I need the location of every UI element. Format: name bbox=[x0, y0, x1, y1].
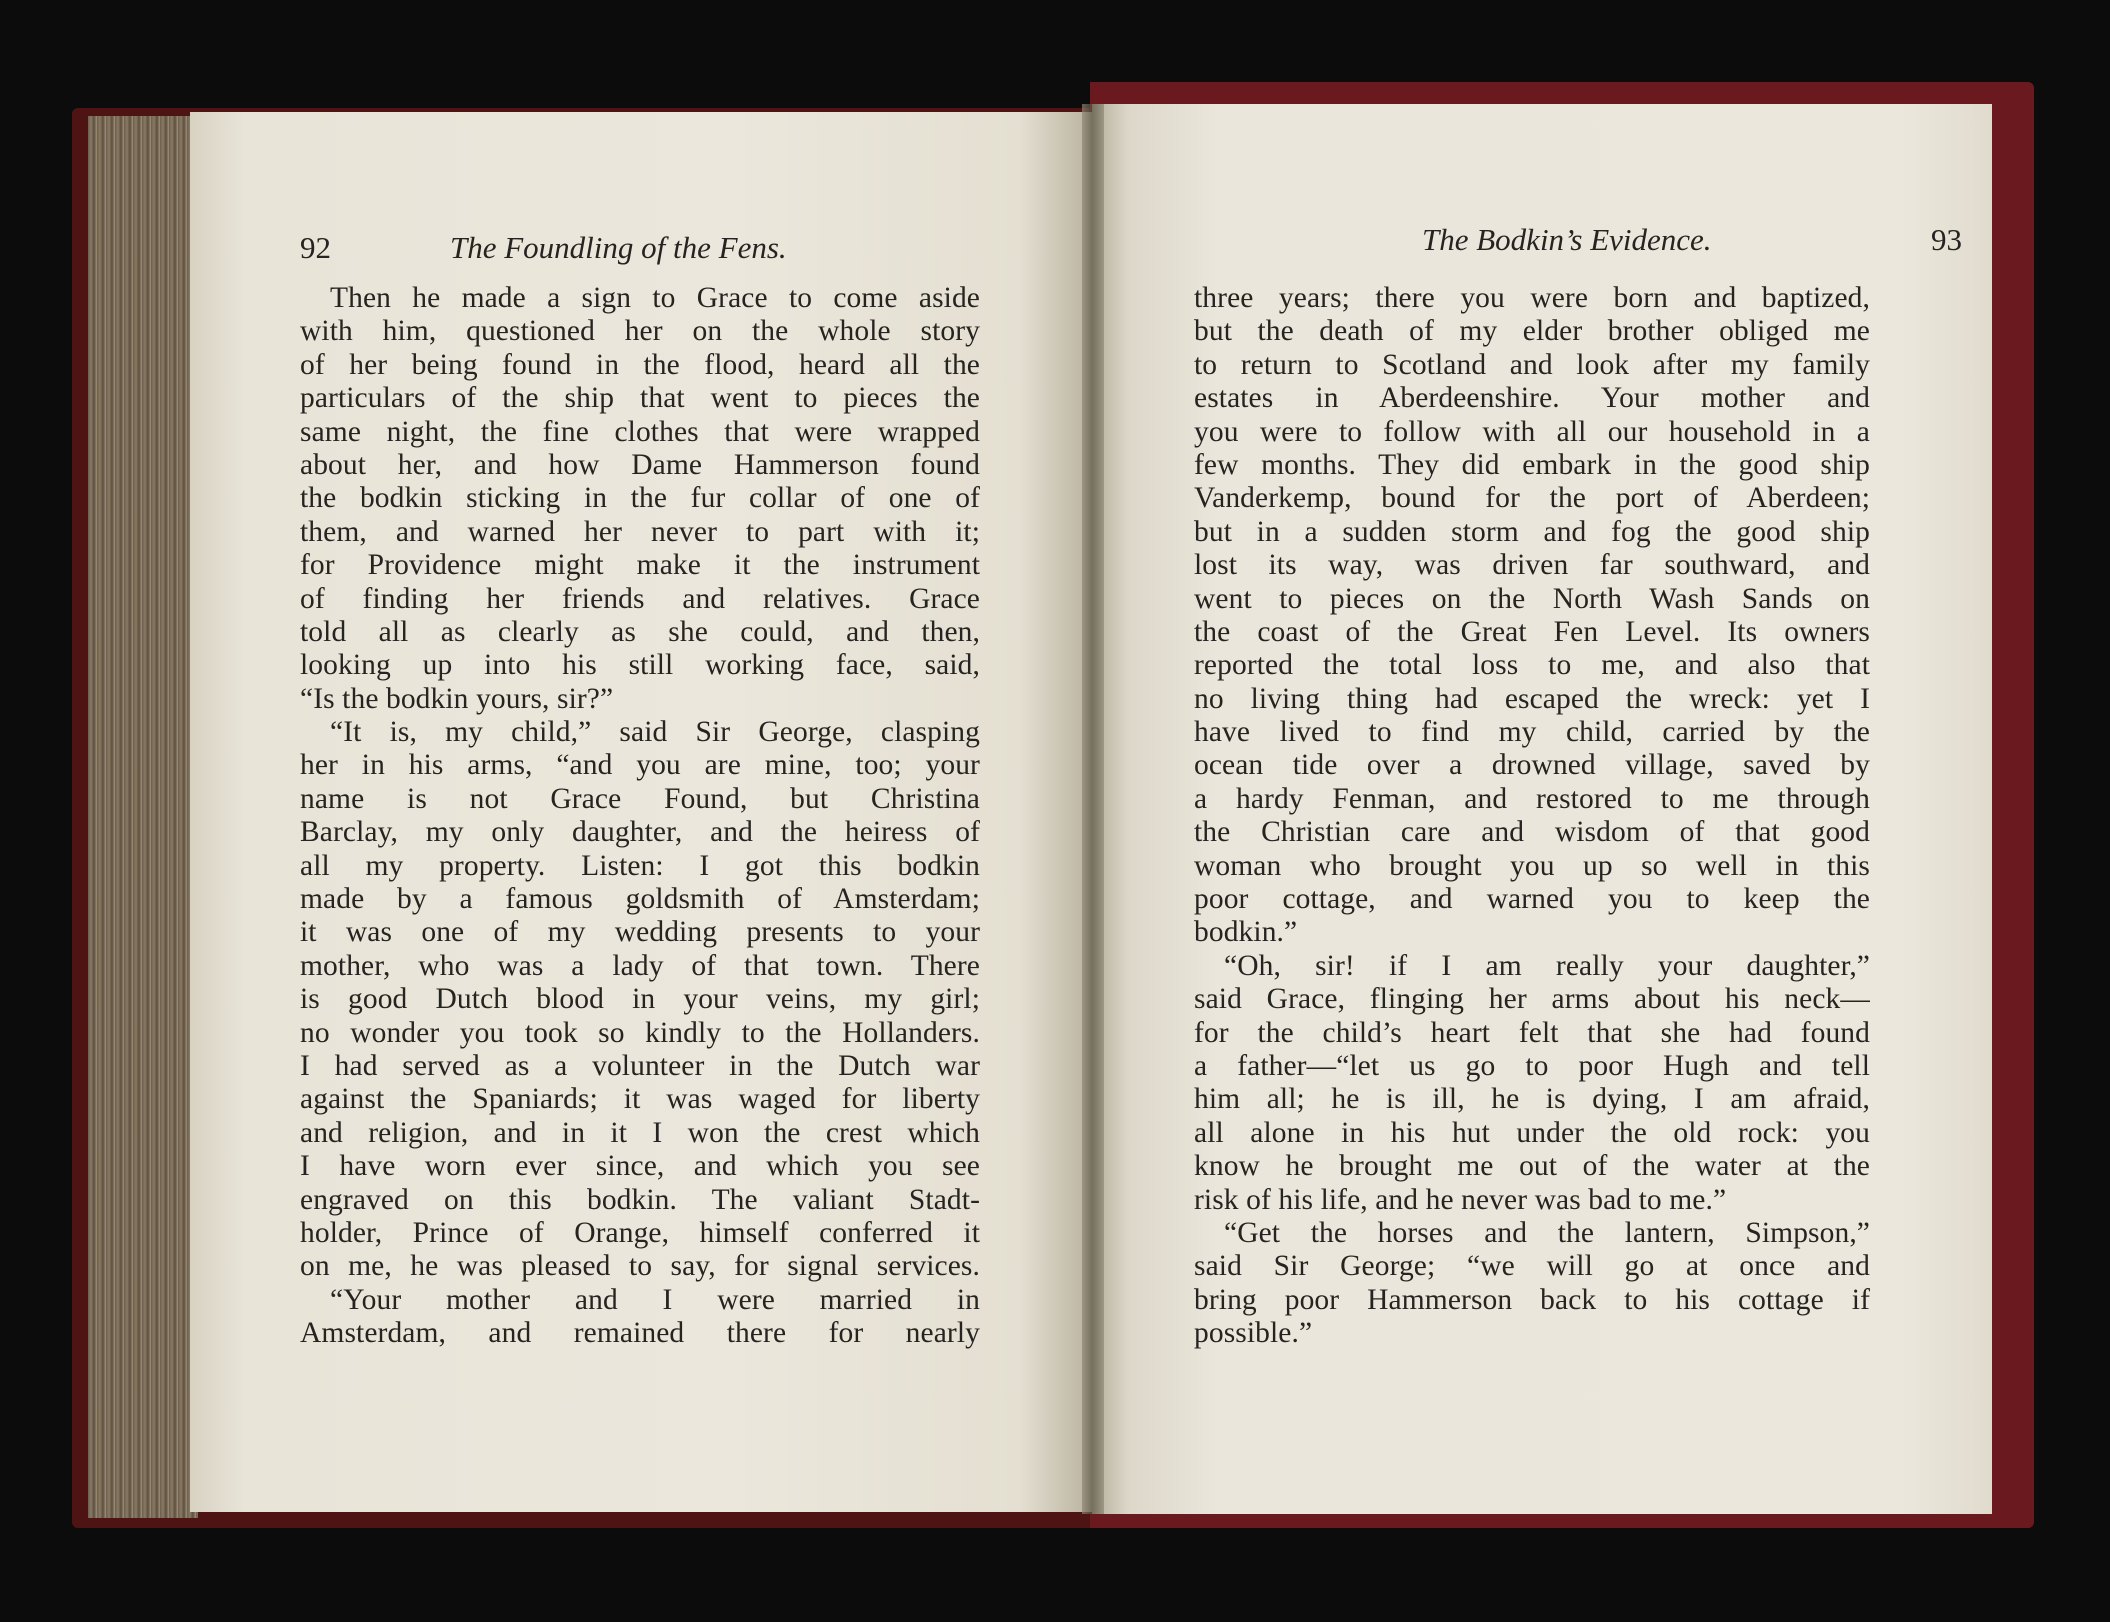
text-line: “Your mother and I were married in bbox=[330, 1283, 980, 1316]
text-line: poor cottage, and warned you to keep the bbox=[1194, 883, 1870, 916]
text-line: have lived to find my child, carried by the bbox=[1194, 716, 1870, 749]
text-line: I have worn ever since, and which you see bbox=[300, 1150, 980, 1183]
right-page-number: 93 bbox=[1931, 222, 1962, 257]
text-line: possible.” bbox=[1194, 1317, 1313, 1350]
left-page bbox=[190, 112, 1092, 1512]
text-line: said Sir George; “we will go at once and bbox=[1194, 1250, 1870, 1283]
text-line: said Grace, flinging her arms about his neck— bbox=[1194, 983, 1870, 1016]
right-page-text bbox=[1194, 282, 1870, 1351]
text-line: ocean tide over a drowned village, saved by bbox=[1194, 749, 1870, 782]
text-line: of finding her friends and relatives. Grace bbox=[300, 582, 980, 615]
text-line: estates in Aberdeenshire. Your mother and bbox=[1194, 382, 1870, 415]
text-line: a hardy Fenman, and restored to me through bbox=[1194, 782, 1870, 815]
text-line: “Get the horses and the lantern, Simpson,” bbox=[1224, 1216, 1870, 1249]
right-page bbox=[1092, 104, 1992, 1514]
text-line: “Is the bodkin yours, sir?” bbox=[300, 682, 614, 715]
left-page-number: 92 bbox=[300, 230, 331, 265]
text-line: to return to Scotland and look after my family bbox=[1194, 348, 1870, 381]
text-line: Amsterdam, and remained there for nearly bbox=[300, 1317, 980, 1350]
text-line: bring poor Hammerson back to his cottage if bbox=[1194, 1283, 1870, 1316]
text-line: against the Spaniards; it was waged for liberty bbox=[300, 1083, 980, 1116]
left-page-header bbox=[300, 230, 980, 266]
text-line: “It is, my child,” said Sir George, clasping bbox=[330, 716, 980, 749]
text-line: is good Dutch blood in your veins, my girl; bbox=[300, 983, 980, 1016]
text-line: same night, the fine clothes that were wrapped bbox=[300, 415, 980, 448]
text-line: it was one of my wedding presents to your bbox=[300, 916, 980, 949]
text-line: particulars of the ship that went to pieces the bbox=[300, 382, 980, 415]
left-running-title: The Foundling of the Fens. bbox=[450, 230, 787, 265]
text-line: no living thing had escaped the wreck: yet I bbox=[1194, 682, 1870, 715]
text-line: all alone in his hut under the old rock: you bbox=[1194, 1116, 1870, 1149]
text-line: bodkin.” bbox=[1194, 916, 1298, 949]
text-line: told all as clearly as she could, and then, bbox=[300, 615, 980, 648]
text-line: and religion, and in it I won the crest which bbox=[300, 1116, 980, 1149]
text-line: woman who brought you up so well in this bbox=[1194, 849, 1870, 882]
text-line: mother, who was a lady of that town. There bbox=[300, 949, 980, 982]
text-line: him all; he is ill, he is dying, I am afraid, bbox=[1194, 1083, 1870, 1116]
text-line: name is not Grace Found, but Christina bbox=[300, 782, 980, 815]
text-line: risk of his life, and he never was bad to me.” bbox=[1194, 1183, 1727, 1216]
text-line: engraved on this bodkin. The valiant Stadt- bbox=[300, 1183, 980, 1216]
text-line: about her, and how Dame Hammerson found bbox=[300, 448, 980, 481]
text-line: her in his arms, “and you are mine, too; your bbox=[300, 749, 980, 782]
text-line: of her being found in the flood, heard all the bbox=[300, 348, 980, 381]
text-line: a father—“let us go to poor Hugh and tell bbox=[1194, 1049, 1870, 1082]
right-running-title: The Bodkin’s Evidence. bbox=[1422, 222, 1712, 257]
text-line: Then he made a sign to Grace to come aside bbox=[330, 282, 980, 314]
text-line: know he brought me out of the water at the bbox=[1194, 1150, 1870, 1183]
text-line: I had served as a volunteer in the Dutch war bbox=[300, 1049, 980, 1082]
left-page-text bbox=[300, 282, 980, 1351]
text-line: the coast of the Great Fen Level. Its owners bbox=[1194, 615, 1870, 648]
right-page-header bbox=[1362, 222, 1962, 258]
text-line: “Oh, sir! if I am really your daughter,” bbox=[1224, 949, 1870, 982]
text-line: Vanderkemp, bound for the port of Aberdeen; bbox=[1194, 482, 1870, 515]
text-line: but the death of my elder brother obliged me bbox=[1194, 315, 1870, 348]
text-line: Barclay, my only daughter, and the heiress of bbox=[300, 816, 980, 849]
text-line: lost its way, was driven far southward, and bbox=[1194, 549, 1870, 582]
text-line: with him, questioned her on the whole story bbox=[300, 315, 980, 348]
text-line: for the child’s heart felt that she had found bbox=[1194, 1016, 1870, 1049]
book-gutter bbox=[1082, 104, 1104, 1514]
text-line: but in a sudden storm and fog the good ship bbox=[1194, 515, 1870, 548]
text-line: holder, Prince of Orange, himself conferred it bbox=[300, 1216, 980, 1249]
text-line: on me, he was pleased to say, for signal services. bbox=[300, 1250, 980, 1283]
text-line: the bodkin sticking in the fur collar of one of bbox=[300, 482, 980, 515]
text-line: made by a famous goldsmith of Amsterdam; bbox=[300, 883, 980, 916]
text-line: you were to follow with all our household in a bbox=[1194, 415, 1870, 448]
text-line: them, and warned her never to part with it; bbox=[300, 515, 980, 548]
page-stack-edge bbox=[88, 116, 198, 1518]
text-line: three years; there you were born and baptized, bbox=[1194, 282, 1870, 314]
text-line: looking up into his still working face, said, bbox=[300, 649, 980, 682]
text-line: no wonder you took so kindly to the Hollanders. bbox=[300, 1016, 980, 1049]
text-line: the Christian care and wisdom of that good bbox=[1194, 816, 1870, 849]
text-line: few months. They did embark in the good ship bbox=[1194, 448, 1870, 481]
text-line: for Providence might make it the instrument bbox=[300, 549, 980, 582]
text-line: went to pieces on the North Wash Sands on bbox=[1194, 582, 1870, 615]
text-line: all my property. Listen: I got this bodkin bbox=[300, 849, 980, 882]
text-line: reported the total loss to me, and also that bbox=[1194, 649, 1870, 682]
